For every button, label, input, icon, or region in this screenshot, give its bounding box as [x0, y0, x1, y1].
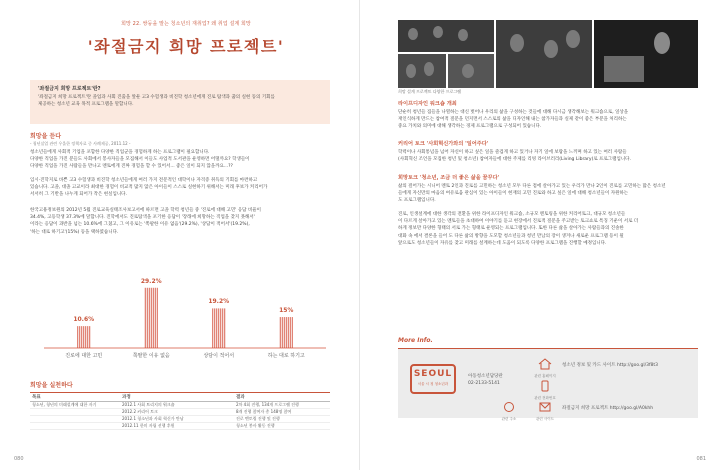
section-head-practice: 희망을 실천하다 — [30, 382, 73, 389]
page-number-right: 081 — [696, 456, 706, 462]
bar-category-label: 진로에 대한 고민 — [65, 353, 103, 359]
text-line: 이라는 응답이 과반을 넘는 10.6%에 그쳤고, 그 이유로는 '쪽팔한 이유 없음'(29.2%), '상담이 적어서'(19.2%), — [30, 222, 250, 228]
table-cell: 2012.1 사회 트리지의 워크숍 — [120, 402, 234, 409]
text-line: 한국고용정보원의 2012년 5월 진로교육실태조사보고서에 따르면 고졸 학력 청년들 중 '진로에 대해 고민' 응답 비율이 — [30, 208, 261, 213]
icon-caption: 관련 주소 — [501, 417, 517, 421]
program-table — [30, 392, 330, 430]
bar-chart — [40, 270, 330, 380]
block-head-workshop: 라이프디자인 워크숍 개최 — [398, 101, 457, 107]
table-header: 목표 — [30, 393, 120, 402]
text-line: 단순히 청년들 집들을 나열하는 대신 벗어나 우리의 삶을 구성하는 것들에 대해 다시금 생각해보는 워크숍으로, 일상을 — [398, 110, 629, 115]
table-cell: 2012.1 청소년과 사회 혁신가 만남 — [120, 416, 234, 423]
photo-talk — [448, 54, 494, 88]
table-row — [30, 409, 330, 416]
table-cell: 진로 멘토링 진행 및 진행 — [234, 416, 330, 423]
block-head-career-talk: 커리어 토크 '사회혁신가와의 '일어주다' — [398, 141, 489, 147]
photo-strip — [398, 20, 698, 88]
photo-workshop — [398, 20, 494, 52]
table-cell — [30, 409, 120, 416]
table-cell: 2012.11 한미 자립 선행 후원 — [120, 423, 234, 430]
bar-value-label: 10.6% — [73, 316, 95, 324]
table-row — [30, 416, 330, 423]
text-line: 중요 가치와 의미에 대해 생각하는 경제 프로그램으로 구성되어 있습니다. — [398, 124, 542, 130]
bar-3 — [213, 308, 225, 348]
definition-head: '좌절금지 희망 프로젝트'란? — [38, 86, 101, 92]
icon-caption: 관련 홈페이지 — [534, 374, 556, 378]
table-cell: 청소년, 청년의 미래설계에 대한 자기 — [30, 402, 120, 409]
text-line: 다양한 직업을 가진 분들도 사회에서 봉사자들을 모집해서 이들도 사업적 도서관을 운영하면 어떨까요? 학생들이 — [30, 157, 250, 163]
photo-speaker — [594, 20, 698, 88]
text-line: 들에게 자신만의 마음의 여유로움 관심이 있는 아이들이 현재의 고민 진로와 하고 싶은 일에 대해 청소년들이 자원하는 — [398, 191, 629, 197]
project-link-text[interactable]: 좌절금지 희망 프로젝트 http://goo.gl/A0khh — [562, 406, 654, 411]
definition-line: 제공하는 청소년 교육 목적 프로그램을 말합니다. — [38, 102, 134, 107]
table-row — [30, 402, 330, 409]
mail-icon — [502, 401, 516, 413]
icon-caption: 관련 사이트 — [535, 417, 555, 421]
table-header: 결과 — [234, 393, 330, 402]
bar-category-label: 상담이 적어서 — [203, 353, 235, 359]
photo-caption: 희망 설계 프로젝트 다양한 프로그램 — [398, 89, 462, 94]
block-text-summary — [398, 211, 698, 247]
block-text-career-talk — [398, 149, 698, 163]
text-line: 다양한 직업을 가진 사람들을 만나고 멘토에게 진짜 경험을 할 수 있어서... 좋은 일이 되지 않을까요...?? — [30, 164, 233, 170]
table-cell: 8개 진행 참여자 총 148명 참여 — [234, 409, 330, 416]
block-text-hope-talk — [398, 183, 698, 205]
table-cell: 청소년 봉사 활동 진행 — [234, 423, 330, 430]
text-line: (사회혁신 조언을 모집한 청년 및 청소년) 참여자들에 대한 주제를 리빙 라이브러리(Living Library)로 프로그램입니다. — [398, 157, 631, 163]
bar-1 — [78, 326, 90, 348]
source-note: - 청년실업 관련 우울한 정책자료 중 사례제공, 2011.12 - — [30, 141, 131, 146]
organization-info — [468, 373, 503, 387]
phone-icon — [538, 380, 552, 392]
paragraph-1 — [30, 149, 330, 171]
table-header: 과정 — [120, 393, 234, 402]
text-line: 이 다르게 살아가고 있는 멘토들을 초대하여 이야기를 듣고 현장에서 진로적 질문을 주고받는 토크쇼로 특징 기운이 서로 더 — [398, 219, 639, 225]
link-icon — [538, 401, 552, 413]
photo-group — [398, 54, 446, 88]
photo-discussion — [496, 20, 592, 88]
table-cell — [30, 416, 120, 423]
section-head-listen: 희망을 듣다 — [30, 133, 62, 140]
text-line: 하게 정보만 다양한 형태의 서로 가는 형태로 운영되는 프로그램입니다. 또한 다른 삶을 살아가는 사람들과의 진솔한 — [398, 226, 624, 232]
bar-category-label: 하는 대로 하기고 — [267, 353, 305, 359]
bar-4 — [280, 317, 292, 348]
more-info-box — [398, 348, 698, 421]
text-line: 삶의 걸어가는 시니어 멘토 2인과 진로를 고민하는 청소년 모두 다른 점에 살아가고 있는 우리가 만나 2인이 진로를 고민하는 많은 청소년 — [398, 184, 666, 189]
table-cell — [30, 423, 120, 430]
definition-line: '좌절금지 희망 프로젝트'란 졸업과 사회 진출을 앞둔 고3 수험생과 비진학 청소년에게 진로 탐색과 꿈의 실현 동의 기회를 — [38, 95, 275, 100]
text-line: 앞으로도 청소년들이 자유를 찾고 미래를 설계하는데 도움이 되도록 다양한 프로그램을 진행할 예정입니다. — [398, 240, 607, 246]
org-name: 아동청소년담당관 — [468, 374, 503, 379]
article-kicker: 희망 22. 쌍둥을 말는 청소년의 재취업? 왜 취업 설계 희망 — [121, 21, 251, 27]
org-phone: 02-2133-5141 — [468, 381, 500, 386]
home-icon — [538, 358, 552, 370]
text-line: 입시·진학지로 바쁜 고3 수험생과 비진학 청소년들에게 여러 가지 전문적인 대학이나 자격증 취득의 기회를 마련하고 — [30, 178, 258, 183]
bar-2 — [145, 288, 157, 348]
seoul-logo — [410, 364, 456, 394]
home-link-text[interactable]: 청소년 정보 및 카드 사이트 http://goo.gl/3f8t3 — [562, 363, 659, 368]
text-line: 재인식하게 만드는 참여적 질문을 던지면서 스스로의 삶을 디자인해 내는 참가자들과 실제 같이 좋은 부분을 처리하는 — [398, 117, 627, 123]
bar-value-label: 19.2% — [208, 298, 230, 306]
block-text-workshop — [398, 109, 698, 131]
bar-chart-svg — [40, 270, 330, 380]
right-page — [360, 0, 720, 470]
mail-icon-wrap — [494, 398, 524, 422]
paragraph-2 — [30, 177, 330, 199]
text-line: 있습니다. 고졸, 대졸 고교이라 최대한 경험이 비교적 많지 않은 아이들이 스스로 실현하기 위해서는 미래 후보가 커리어가 — [30, 185, 268, 191]
seoul-logo-sub: 서울 시 청 청소년과 — [417, 382, 449, 386]
text-line: 34.4%, 고등학생 37.3%에 달합니다. 진학에서도 진로탐색을 포기한 응답이 '장래에 희망하는 직업을 찾지 못해서' — [30, 215, 255, 221]
page-number-left: 080 — [14, 456, 24, 462]
bar-value-label: 29.2% — [140, 277, 162, 285]
bar-category-label: 쪽팔한 이유 없음 — [132, 353, 170, 359]
block-head-hope-talk: 희망토크 '청소년, 조금 더 좋은 삶을 꿈꾸다' — [398, 175, 500, 181]
text-line: 도 프로그램입니다. — [398, 198, 436, 204]
home-link-icon-wrap[interactable] — [530, 355, 560, 379]
table-cell: 2012.2 커리어 토크 — [120, 409, 234, 416]
bar-value-label: 15% — [279, 307, 294, 315]
definition-box — [30, 80, 330, 124]
table-header-row — [30, 393, 330, 402]
more-info-title: More Info. — [398, 337, 433, 344]
link-icon-wrap[interactable] — [530, 398, 560, 422]
text-line: 청소년들에게 사회적 기업을 포함한 다양한 직업군을 경험하게 하는 프로그램이 필요합니다. — [30, 150, 210, 155]
article-title: '좌절금지 희망 프로젝트' — [87, 37, 285, 56]
text-line: 서서히 그 기반을 나누게 되어가 작은 현실입니다. — [30, 192, 127, 198]
table-cell: 2차 4회 진행, 134개 프로그램 진행 — [234, 402, 330, 409]
seoul-logo-text: SEOUL — [413, 369, 453, 379]
text-line: '하는 대로 하기고'(15%) 등을 택하였습니다. — [30, 229, 119, 235]
icon-caption: 관련 전화번호 — [534, 396, 556, 400]
text-line: 학력이나 사회통념을 넘어 자신이 하고 싶은 일을 즐겁게 하고 있거나 자기 일에 보람을 느끼며 하고 있는 여러 사람들 — [398, 150, 627, 155]
text-line: 진로, 인생설계에 대한 생각의 전환을 위한 라이프디자인 워크숍, 소규모 멘토링을 위한 커리어토크, 대규모 청소년들 — [398, 212, 626, 217]
paragraph-3 — [30, 207, 330, 236]
table-row — [30, 423, 330, 430]
text-line: 대화 속 에서 결론을 들어 도 다른 삶의 방향을 도모할 청소년들과 청년 만남의 장이 생겨나 새로운 프로그램 등이 될 — [398, 233, 624, 239]
